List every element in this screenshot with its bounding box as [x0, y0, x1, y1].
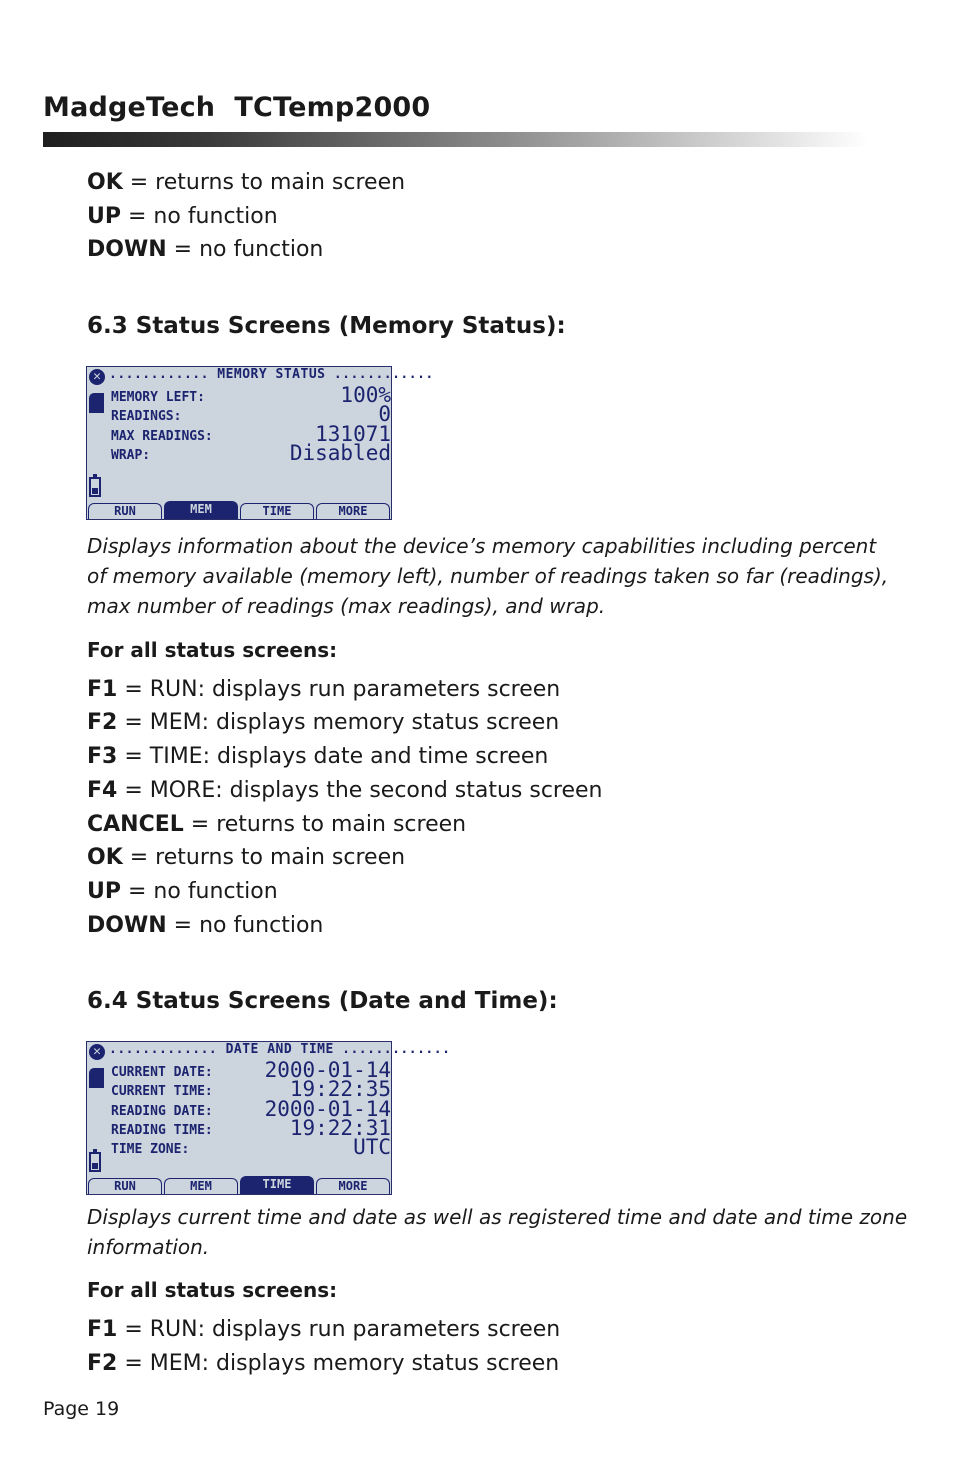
key-description: = TIME: displays date and time screen [117, 744, 549, 769]
list-item [87, 743, 548, 771]
key-description: = MEM: displays memory status screen [117, 710, 560, 735]
key-label: F2 [87, 710, 118, 735]
screen-row-label: MEMORY LEFT: [111, 390, 205, 405]
screen-tab-bar [87, 1176, 391, 1194]
figure-caption [87, 1202, 917, 1262]
screen-row-label: TIME ZONE: [111, 1142, 190, 1157]
battery-icon [89, 477, 101, 497]
page-number: Page 19 [43, 1398, 120, 1420]
key-description: = RUN: displays run parameters screen [117, 1317, 561, 1342]
tab-more[interactable]: MORE [316, 1178, 390, 1194]
key-description: = MEM: displays memory status screen [117, 1351, 560, 1376]
key-label: OK [87, 170, 123, 195]
caption-line: max number of readings (max readings), and wrap. [87, 594, 606, 618]
key-description: = no function [166, 913, 324, 938]
key-label: F1 [87, 677, 118, 702]
tab-time[interactable]: TIME [240, 503, 314, 519]
tab-mem[interactable]: MEM [164, 1178, 238, 1194]
close-icon: ✕ [89, 1044, 105, 1060]
screen-row-value: 2000-01-14 [264, 1058, 391, 1082]
screen-row-label: READING DATE: [111, 1104, 213, 1119]
date-time-screen [86, 1041, 451, 1195]
caption-line: Displays current time and date as well as registered time and date and time zone [87, 1205, 908, 1229]
section-heading-date-time: 6.4 Status Screens (Date and Time): [87, 988, 558, 1014]
screen-row [111, 443, 393, 463]
screen-tab-bar [87, 501, 391, 519]
screen-row [111, 1118, 393, 1138]
figure-caption [87, 531, 917, 621]
memory-card-icon [89, 1068, 104, 1088]
key-description: = returns to main screen [183, 812, 467, 837]
screen-title: ............. DATE AND TIME ............. [109, 1042, 451, 1057]
key-label: F2 [87, 1351, 118, 1376]
screen-row [111, 385, 393, 405]
screen-row-value: 2000-01-14 [264, 1097, 391, 1121]
screen-row-label: CURRENT DATE: [111, 1065, 213, 1080]
memory-status-screen [86, 366, 434, 520]
list-item [87, 169, 405, 197]
screen-row-value: UTC [353, 1135, 391, 1159]
key-description: = returns to main screen [122, 170, 406, 195]
key-label: UP [87, 879, 121, 904]
list-item [87, 878, 278, 906]
list-item [87, 1350, 559, 1378]
key-label: DOWN [87, 913, 167, 938]
tab-run[interactable]: RUN [88, 503, 162, 519]
screen-row-value: 131071 [315, 422, 391, 446]
key-label: F3 [87, 744, 118, 769]
key-description: = MORE: displays the second status screen [117, 778, 603, 803]
key-description: = no function [121, 204, 278, 229]
screen-row-value: Disabled [289, 441, 391, 465]
list-item [87, 236, 323, 264]
caption-line: of memory available (memory left), number of readings taken so far (readings), [87, 564, 889, 588]
section-heading-memory-status: 6.3 Status Screens (Memory Status): [87, 313, 566, 339]
key-label: F4 [87, 778, 118, 803]
screen-title: ............ MEMORY STATUS ............ [109, 367, 434, 382]
list-item [87, 709, 559, 737]
key-description: = no function [121, 879, 278, 904]
header-gradient-bar [43, 132, 868, 147]
subheading: For all status screens: [87, 1278, 338, 1302]
list-item [87, 811, 466, 839]
screen-row [111, 1137, 393, 1157]
list-item [87, 844, 405, 872]
screen-row-label: WRAP: [111, 448, 151, 463]
screen-row-value: 19:22:35 [289, 1077, 391, 1101]
key-label: DOWN [87, 237, 167, 262]
key-label: F1 [87, 1317, 118, 1342]
screen-row [111, 404, 393, 424]
subheading: For all status screens: [87, 638, 338, 662]
tab-time[interactable]: TIME [240, 1176, 314, 1194]
tab-run[interactable]: RUN [88, 1178, 162, 1194]
screen-row-label: READINGS: [111, 409, 182, 424]
key-label: OK [87, 845, 123, 870]
screen-row-value: 100% [340, 383, 391, 407]
list-item [87, 777, 603, 805]
list-item [87, 912, 323, 940]
key-description: = RUN: displays run parameters screen [117, 677, 561, 702]
key-label: UP [87, 204, 121, 229]
list-item [87, 676, 560, 704]
screen-row-label: READING TIME: [111, 1123, 213, 1138]
screen-row-label: MAX READINGS: [111, 429, 213, 444]
key-label: CANCEL [87, 812, 184, 837]
key-description: = no function [166, 237, 324, 262]
close-icon: ✕ [89, 369, 105, 385]
screen-row-label: CURRENT TIME: [111, 1084, 213, 1099]
tab-mem[interactable]: MEM [164, 501, 238, 519]
screen-row-value: 0 [378, 402, 391, 426]
list-item [87, 1316, 560, 1344]
screen-row-value: 19:22:31 [289, 1116, 391, 1140]
battery-icon [89, 1152, 101, 1172]
list-item [87, 203, 278, 231]
caption-line: Displays information about the device’s memory capabilities including percent [87, 534, 877, 558]
screen-row [111, 1079, 393, 1099]
tab-more[interactable]: MORE [316, 503, 390, 519]
memory-card-icon [89, 393, 104, 413]
key-description: = returns to main screen [122, 845, 406, 870]
caption-line: information. [87, 1235, 210, 1259]
document-header-title: MadgeTech TCTemp2000 [43, 92, 431, 123]
